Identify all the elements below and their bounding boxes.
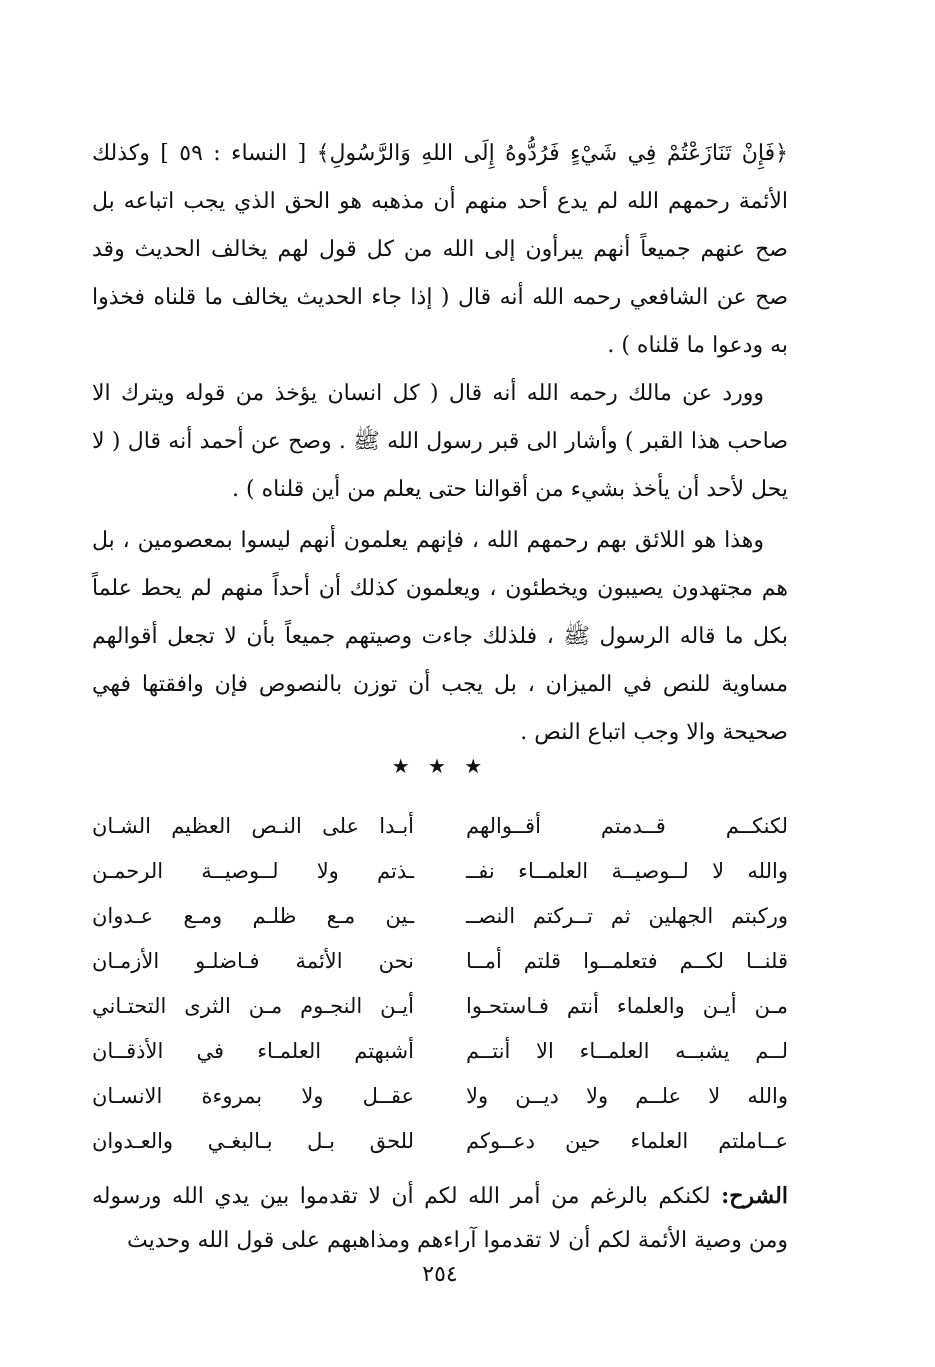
poem-second-hemistich: عقــل ولا بمروءة الانسـان [92,1083,414,1108]
poem-verse [92,803,788,848]
poem-first-hemistich: قلنــا لكــم فتعلمــوا قلتم أمــا [466,948,788,973]
poem-first-hemistich: لكنكــم قــدمتم أقــوالهم [466,813,788,838]
poem-second-hemistich: أبـدا على النـص العظيم الشـان [92,813,414,838]
poem-second-hemistich: أيـن النجـوم مـن الثرى التحتـاني [92,993,414,1018]
poem-verse [92,848,788,893]
poem-verse [92,1028,788,1073]
poem-verse [92,893,788,938]
commentary-label: الشرح: [721,1183,788,1209]
poem-verse [92,1118,788,1163]
commentary-paragraph [92,1174,788,1263]
commentary-text: لكنكم بالرغم من أمر الله لكم أن لا تقدموا بين يدي الله ورسوله ومن وصية الأئمة لكم أن لا تقدموا آراءهم ومذاهبهم على قول الله وحديث [92,1184,788,1253]
poem-second-hemistich: نحن الأئمة فـاضلـو الأزمـان [92,948,414,973]
poem [92,803,788,1163]
paragraph-malik-ahmad: وورد عن مالك رحمه الله أنه قال ( كل انسان يؤخذ من قوله ويترك الا صاحب هذا القبر ) وأشار الى قبر رسول الله ﷺ . وصح عن أحمد أنه قال ( لا يحل لأحد أن يأخذ بشيء من أقوالنا حتى يعلم من أين قلناه ) . [92,381,788,502]
poem-verse [92,938,788,983]
poem-first-hemistich: عــاملتم العلماء حين دعــوكم [466,1128,788,1153]
book-page [92,0,788,1367]
paragraph-imams-advice: وهذا هو اللائق بهم رحمهم الله ، فإنهم يعلمون أنهم ليسوا بمعصومين ، بل هم مجتهدون يصيبون ويخطئون ، ويعلمون كذلك أن أحداً منهم لم يحط علماً بكل ما قاله الرسول ﷺ ، فلذلك جاءت وصيتهم جميعاً بأن لا تجعل أقوالهم مساوية للنص في الميزان ، بل يجب أن توزن بالنصوص فإن وافقتها فهي صحيحة والا وجب اتباع النص . [92,528,788,745]
poem-first-hemistich: وركبتم الجهلين ثم تــركتم النصــ [466,903,788,928]
poem-second-hemistich: أشبهتم العلمـاء في الأذقــان [92,1038,414,1063]
poem-first-hemistich: مـن أيـن والعلماء أنتم فـاستحـوا [466,993,788,1018]
poem-first-hemistich: والله لا لــوصيــة العلمــاء نفــ [466,858,788,883]
poem-second-hemistich: ـذتم ولا لــوصيــة الرحمـن [92,858,414,883]
poem-verse [92,983,788,1028]
page-number: ٢٥٤ [422,1262,458,1287]
poem-second-hemistich: للحق بـل بـالبغـي والعـدوان [92,1128,414,1153]
paragraph-quran-verse: ﴿فَإِنْ تَنَازَعْتُمْ فِي شَيْءٍ فَرُدُّوهُ إِلَى اللهِ وَالرَّسُولِ﴾ [ النساء : ٥٩ ] وكذلك الأئمة رحمهم الله لم يدع أحد منهم أن مذهبه هو الحق الذي يجب اتباعه بل صح عنهم جميعاً أنهم يبرأون إلى الله من كل قول لهم يخالف الحديث وقد صح عن الشافعي رحمه الله أنه قال ( إذا جاء الحديث يخالف ما قلناه فخذوا به ودعوا ما قلناه ) . [92,141,788,358]
poem-first-hemistich: لــم يشبــه العلمــاء الا أنتــم [466,1038,788,1063]
section-separator-stars: ★ ★ ★ [391,754,489,778]
poem-first-hemistich: والله لا علــم ولا ديــن ولا [466,1083,788,1108]
poem-second-hemistich: ـين مـع ظلـم ومـع عـدوان [92,903,414,928]
poem-verse [92,1073,788,1118]
